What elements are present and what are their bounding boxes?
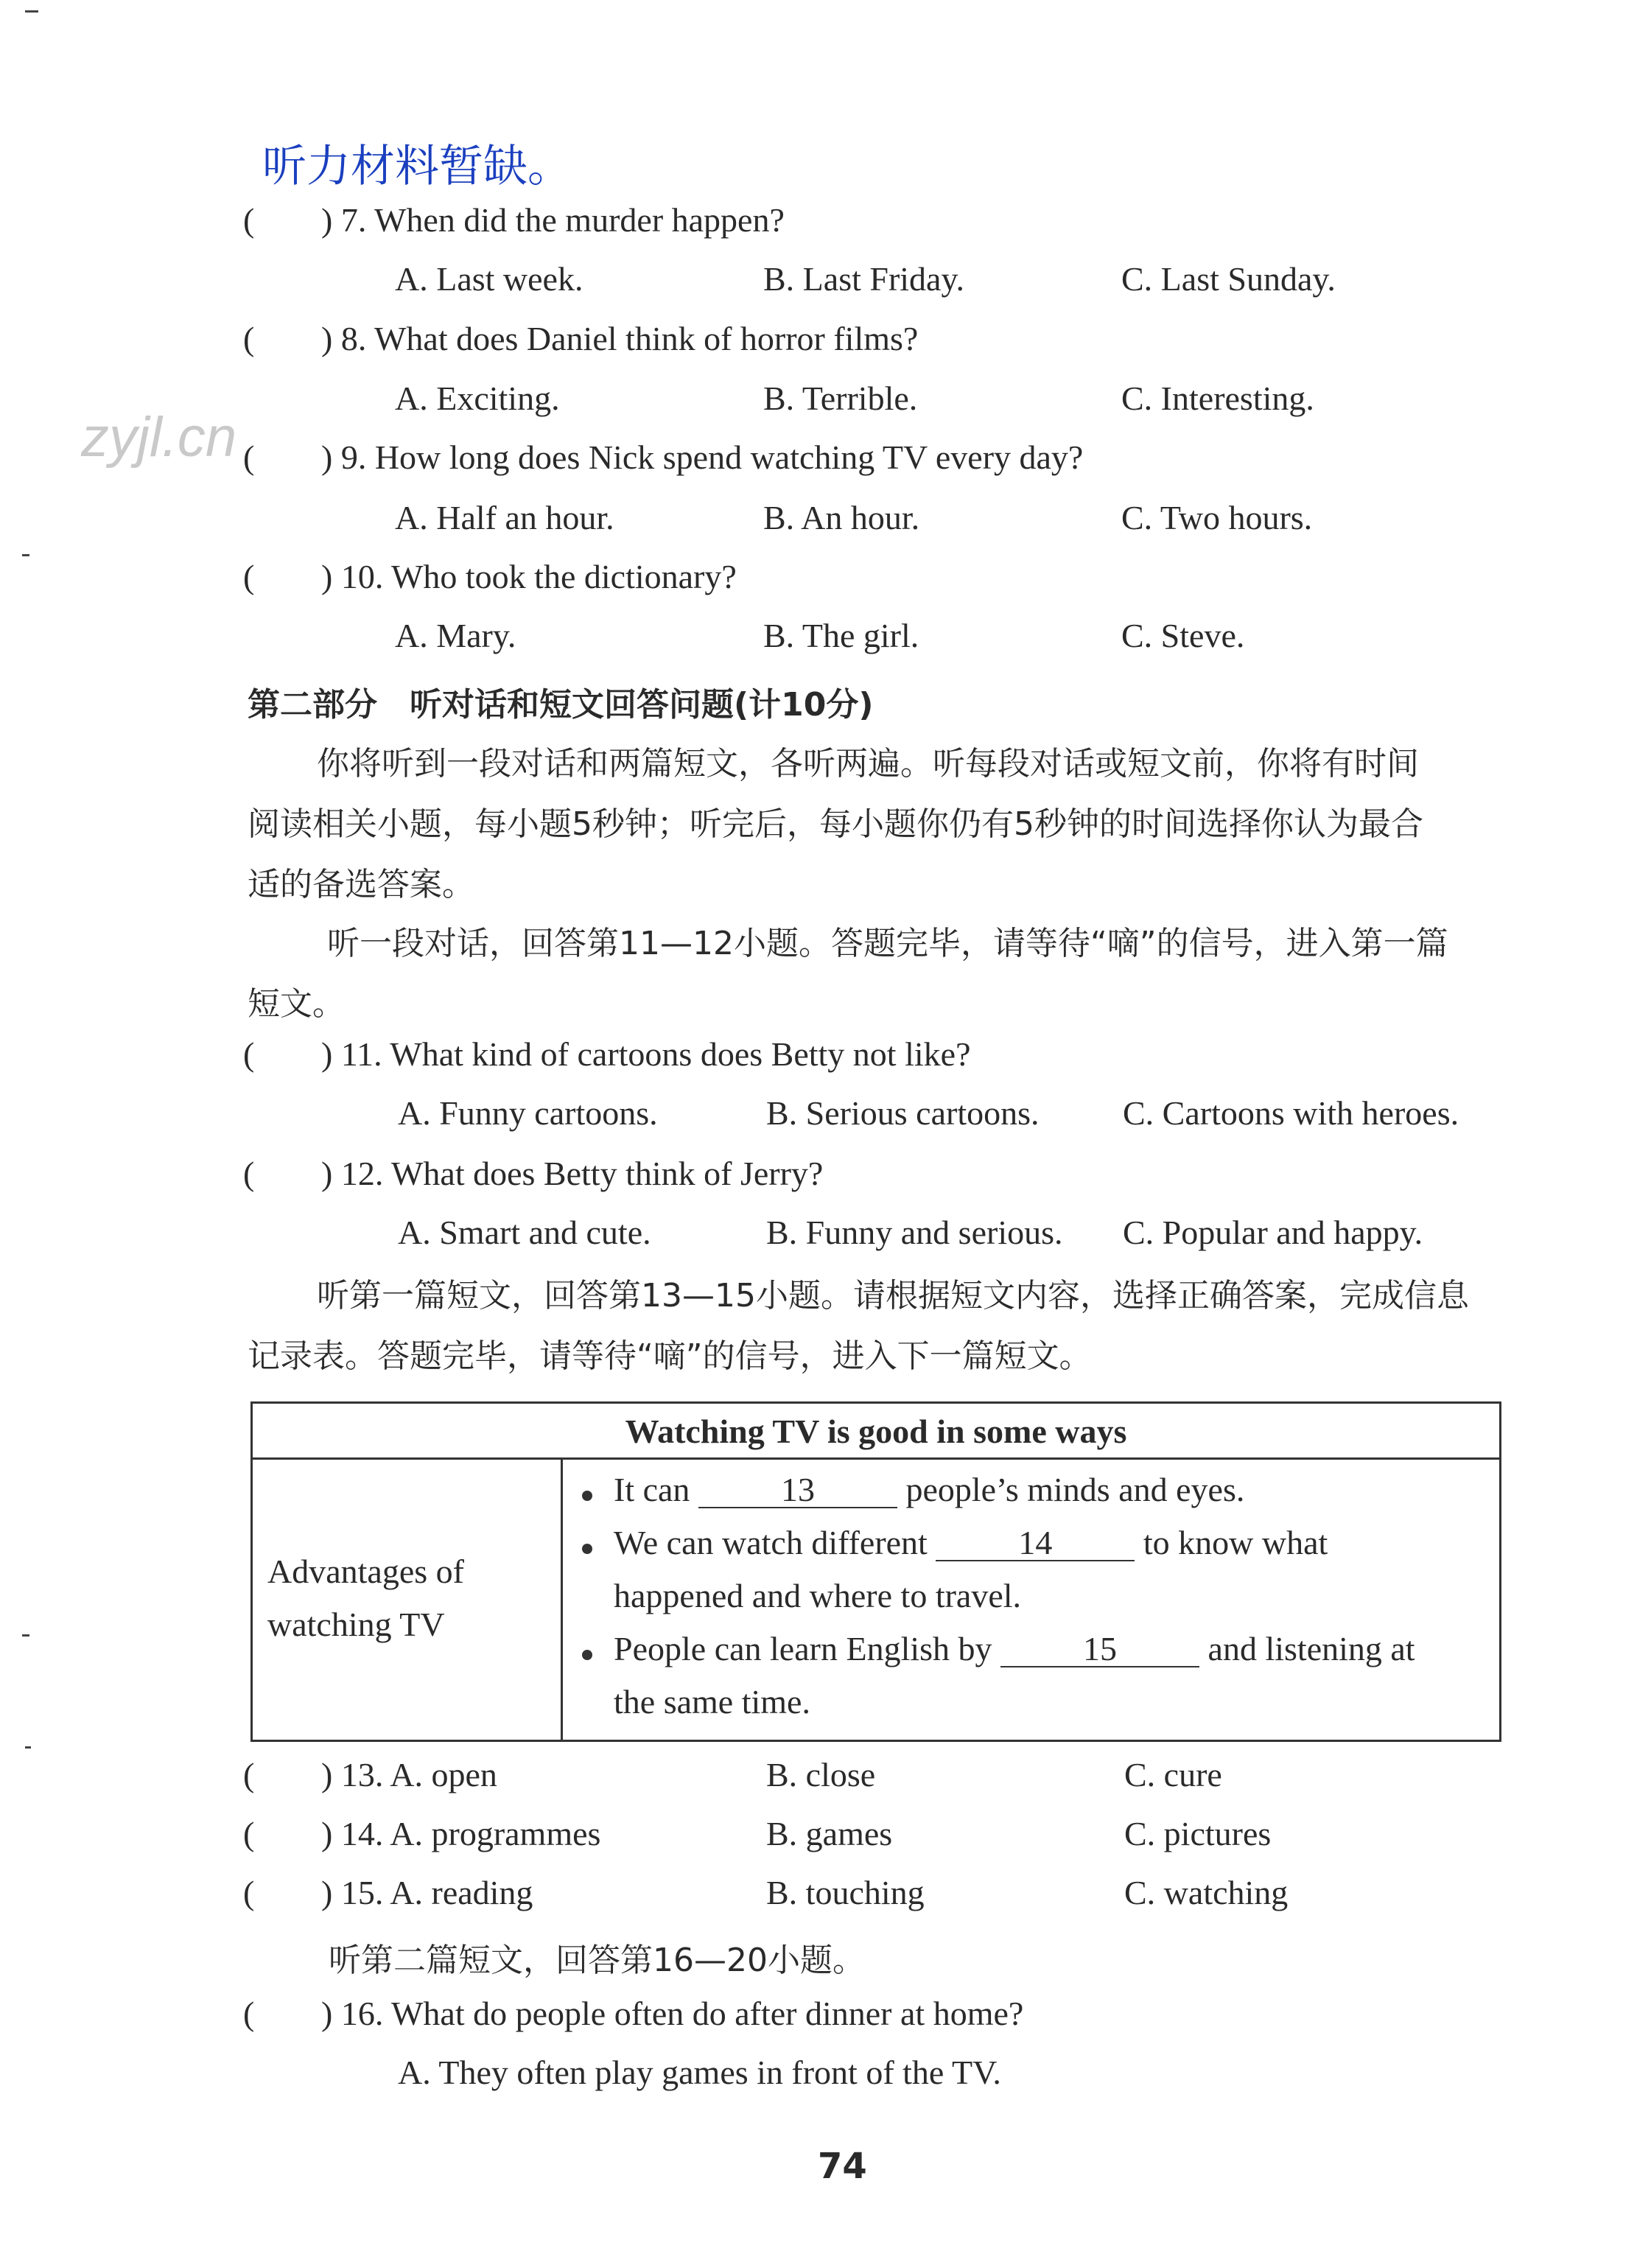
- answer-paren[interactable]: (: [243, 1995, 255, 2032]
- instruction-line: 听一段对话，回答第11—12小题。答题完毕，请等待“嘀”的信号，进入第一篇: [327, 925, 1448, 962]
- instruction-line: 记录表。答题完毕，请等待“嘀”的信号，进入下一篇短文。: [248, 1337, 1092, 1375]
- option-b: B. touching: [766, 1874, 925, 1911]
- table-bullet-2: We can watch different 14 to know what: [614, 1524, 1328, 1561]
- instruction-line: 适的备选答案。: [248, 866, 474, 903]
- question-text: ) 16. What do people often do after dinner at home?: [321, 1995, 1024, 2032]
- page-number: 74: [818, 2146, 867, 2187]
- table-title: Watching TV is good in some ways: [253, 1404, 1499, 1460]
- margin-mark: [25, 10, 38, 13]
- table-bullet-3-cont: the same time.: [614, 1683, 810, 1721]
- option-c: C. watching: [1124, 1874, 1289, 1911]
- question-text: ) 7. When did the murder happen?: [321, 201, 785, 239]
- answer-paren[interactable]: (: [243, 201, 255, 239]
- option-b: B. The girl.: [763, 617, 919, 654]
- option-b: B. Serious cartoons.: [766, 1094, 1040, 1132]
- blank-13[interactable]: 13: [698, 1473, 897, 1508]
- instruction-line: 听第一篇短文，回答第13—15小题。请根据短文内容，选择正确答案，完成信息: [317, 1277, 1469, 1315]
- info-table: [250, 1401, 1501, 1742]
- bullet-icon: [582, 1544, 592, 1554]
- blank-15[interactable]: 15: [1000, 1632, 1199, 1667]
- option-b: B. Funny and serious.: [766, 1214, 1063, 1251]
- option-c: C. Steve.: [1121, 617, 1245, 654]
- watermark: zyjl.cn: [81, 406, 237, 469]
- answer-paren[interactable]: (: [243, 1756, 255, 1793]
- question-text: ) 15. A. reading: [321, 1874, 533, 1911]
- instruction-line: 短文。: [248, 985, 345, 1023]
- answer-paren[interactable]: (: [243, 1035, 255, 1073]
- question-text: ) 12. What does Betty think of Jerry?: [321, 1155, 824, 1192]
- question-text: ) 8. What does Daniel think of horror films?: [321, 320, 919, 357]
- answer-paren[interactable]: (: [243, 320, 255, 357]
- option-c: C. Two hours.: [1121, 499, 1313, 536]
- question-text: ) 14. A. programmes: [321, 1815, 601, 1852]
- option-a: A. Half an hour.: [395, 499, 614, 536]
- option-a: A. Mary.: [395, 617, 516, 654]
- table-bullet-1: It can 13 people’s minds and eyes.: [614, 1471, 1245, 1508]
- option-c: C. Cartoons with heroes.: [1123, 1094, 1459, 1132]
- table-bullet-3: People can learn English by 15 and listening at: [614, 1630, 1415, 1667]
- option-c: C. Last Sunday.: [1121, 260, 1336, 298]
- option-a: A. They often play games in front of the TV.: [398, 2054, 1001, 2091]
- option-c: C. pictures: [1124, 1815, 1272, 1852]
- option-a: A. Smart and cute.: [398, 1214, 651, 1251]
- blank-14[interactable]: 14: [936, 1526, 1135, 1561]
- question-text: ) 10. Who took the dictionary?: [321, 558, 737, 595]
- question-text: ) 11. What kind of cartoons does Betty not like?: [321, 1035, 971, 1073]
- option-c: C. cure: [1124, 1756, 1222, 1793]
- option-c: C. Interesting.: [1121, 379, 1314, 417]
- missing-audio-note: 听力材料暂缺。: [262, 142, 572, 191]
- option-c: C. Popular and happy.: [1123, 1214, 1423, 1251]
- option-b: B. games: [766, 1815, 893, 1852]
- table-row-label: Advantages of watching TV: [267, 1553, 464, 1643]
- option-b: B. close: [766, 1756, 876, 1793]
- section-heading: 第二部分 听对话和短文回答问题(计10分): [248, 686, 874, 724]
- table-bullet-2-cont: happened and where to travel.: [614, 1577, 1022, 1614]
- option-b: B. Terrible.: [763, 379, 918, 417]
- table-divider: [561, 1460, 563, 1742]
- answer-paren[interactable]: (: [243, 1815, 255, 1852]
- question-text: ) 13. A. open: [321, 1756, 497, 1793]
- bullet-icon: [582, 1650, 592, 1660]
- bullet-icon: [582, 1491, 592, 1501]
- margin-mark: [25, 1746, 31, 1749]
- instruction-line: 阅读相关小题，每小题5秒钟；听完后，每小题你仍有5秒钟的时间选择你认为最合: [248, 805, 1423, 843]
- instruction-line: 你将听到一段对话和两篇短文，各听两遍。听每段对话或短文前，你将有时间: [317, 745, 1419, 783]
- answer-paren[interactable]: (: [243, 1155, 255, 1192]
- option-b: B. An hour.: [763, 499, 920, 536]
- question-text: ) 9. How long does Nick spend watching TV every day?: [321, 438, 1084, 476]
- instruction-line: 听第二篇短文，回答第16—20小题。: [329, 1942, 865, 1979]
- margin-mark: [22, 554, 29, 556]
- option-a: A. Last week.: [395, 260, 583, 298]
- option-b: B. Last Friday.: [763, 260, 964, 298]
- option-a: A. Funny cartoons.: [398, 1094, 658, 1132]
- answer-paren[interactable]: (: [243, 1874, 255, 1911]
- option-a: A. Exciting.: [395, 379, 560, 417]
- margin-mark: [22, 1634, 29, 1637]
- answer-paren[interactable]: (: [243, 558, 255, 595]
- answer-paren[interactable]: (: [243, 438, 255, 476]
